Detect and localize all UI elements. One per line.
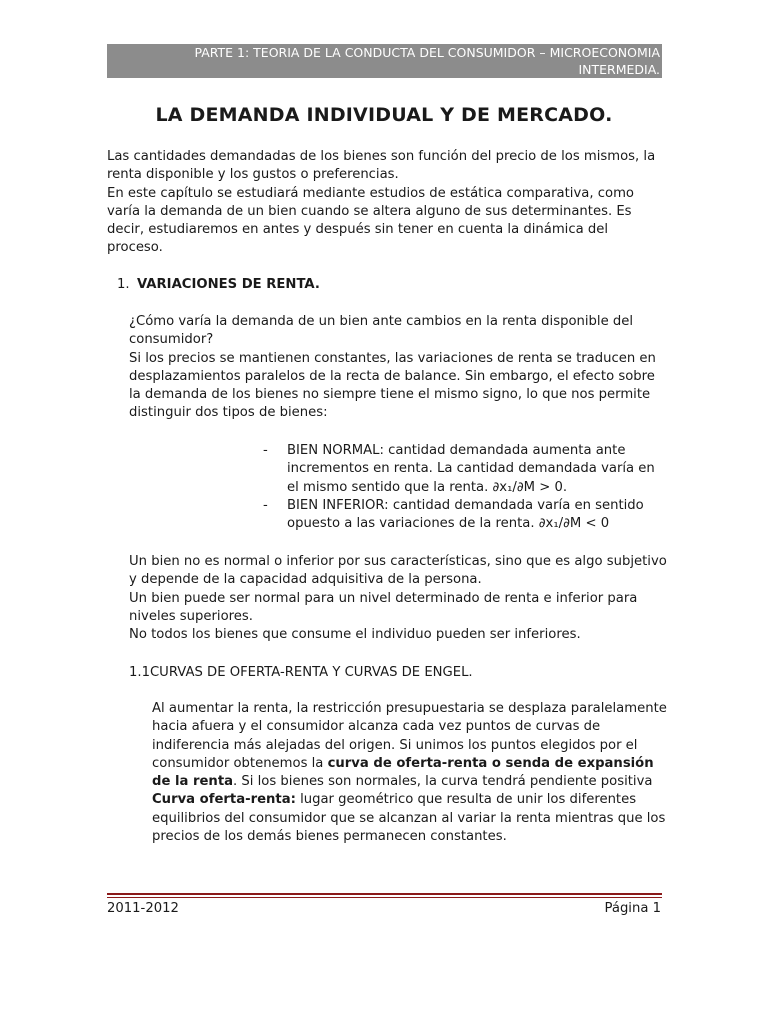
- section-1-1-body: [152, 700, 667, 846]
- bullet-dash: -: [263, 443, 268, 458]
- footer-rule-thick: [107, 893, 662, 895]
- section-1-heading: [117, 276, 320, 294]
- section-1-title: VARIACIONES DE RENTA.: [137, 277, 320, 292]
- footer-page-number: Página 1: [604, 901, 661, 916]
- conclusion-2: Un bien puede ser normal para un nivel determinado de renta e inferior para niveles superiores.: [129, 590, 638, 624]
- section-1-number: 1.: [117, 277, 130, 292]
- definition-term: Curva oferta-renta:: [152, 792, 296, 808]
- list-item: [263, 497, 667, 534]
- section-1-1-heading: 1.1CURVAS DE OFERTA-RENTA Y CURVAS DE ENGEL.: [129, 665, 473, 680]
- running-header: [107, 44, 662, 78]
- section-1-conclusions: [129, 553, 667, 644]
- section-1-body: [129, 313, 667, 423]
- page-title: LA DEMANDA INDIVIDUAL Y DE MERCADO.: [155, 104, 613, 126]
- bullet-dash: -: [263, 497, 268, 513]
- goods-type-list: [263, 442, 667, 533]
- section-1-1-definition: [152, 791, 667, 846]
- footer-rule-thin: [107, 897, 662, 898]
- footer-year: 2011-2012: [107, 901, 179, 916]
- bullet-text-inferior: BIEN INFERIOR: cantidad demandada varía en sentido opuesto a las variaciones de la renta. ∂x₁/∂M < 0: [287, 497, 644, 532]
- paragraph-text: . Si los bienes son normales, la curva tendrá pendiente positiva: [233, 774, 653, 790]
- running-header-line2: INTERMEDIA.: [578, 62, 660, 77]
- conclusion-1: Un bien no es normal o inferior por sus características, sino que es algo subjetivo y depende de la capacidad adquisitiva de la persona.: [129, 554, 667, 588]
- bullet-text-normal: BIEN NORMAL: cantidad demandada aumenta ante incrementos en renta. La cantidad demandada varía en el mismo sentido que la renta. ∂x₁/∂M > 0.: [287, 443, 655, 495]
- list-item: [263, 442, 667, 497]
- paragraph-text: Al aumentar la renta, la restricción presupuestaria se desplaza paralelamente hacia afuera y el consumidor alcanza cada vez puntos de curvas de indiferencia más alejadas del origen. Si unimos los puntos elegidos por el consumidor obtenemos la: [152, 701, 667, 771]
- conclusion-3: No todos los bienes que consume el individuo pueden ser inferiores.: [129, 627, 581, 643]
- definition-text: lugar geométrico que resulta de unir los diferentes equilibrios del consumidor que se alcanzan al variar la renta mientras que los precios de los demás bienes permanecen constantes.: [152, 792, 666, 845]
- section-1-question: ¿Cómo varía la demanda de un bien ante cambios en la renta disponible del consumidor?: [129, 314, 634, 348]
- intro-paragraph-2: En este capítulo se estudiará mediante estudios de estática comparativa, como varía la demanda de un bien cuando se altera alguno de sus determinantes. Es decir, estudiaremos en antes y después sin tener en cuenta la dinámica del proceso.: [107, 185, 634, 256]
- section-1-1-paragraph-1: [152, 700, 667, 791]
- bold-term-offer-income-curve: curva de oferta-renta o senda de expansión de la renta: [152, 755, 654, 790]
- running-header-line1: PARTE 1: TEORIA DE LA CONDUCTA DEL CONSUMIDOR – MICROECONOMIA: [194, 45, 660, 60]
- intro-section: [107, 148, 667, 258]
- section-1-paragraph: Si los precios se mantienen constantes, las variaciones de renta se traducen en desplazamientos paralelos de la recta de balance. Sin embargo, el efecto sobre la demanda de los bienes no siempre tiene el mismo signo, lo que nos permite distinguir dos tipos de bienes:: [129, 350, 656, 421]
- intro-paragraph-1: Las cantidades demandadas de los bienes son función del precio de los mismos, la renta disponible y los gustos o preferencias.: [107, 149, 656, 183]
